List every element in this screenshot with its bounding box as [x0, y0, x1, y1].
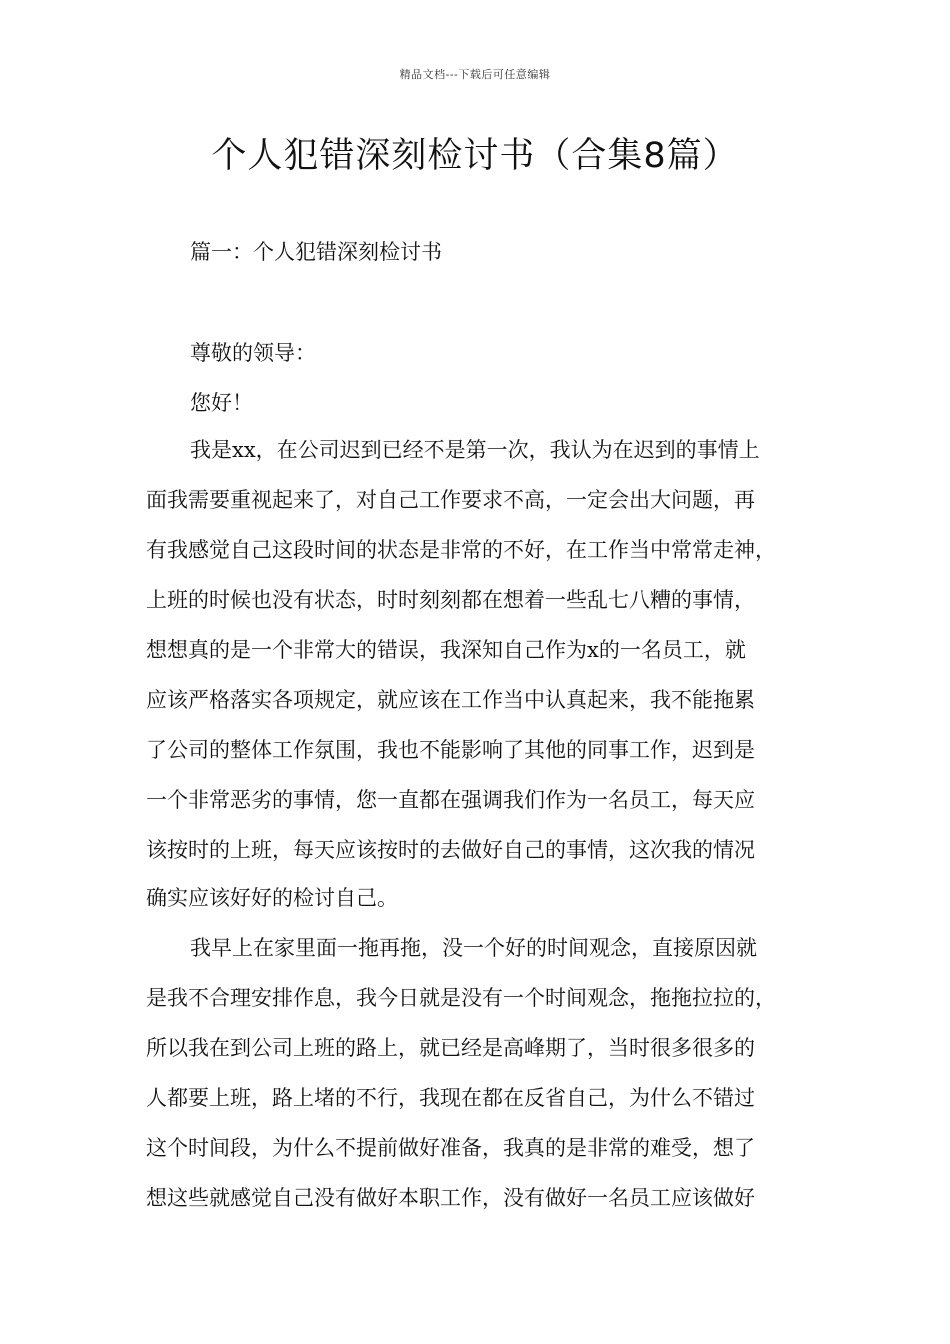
- paragraph-1-line: 了公司的整体工作氛围，我也不能影响了其他的同事工作，迟到是: [146, 738, 755, 762]
- paragraph-2-line: 我早上在家里面一拖再拖，没一个好的时间观念，直接原因就: [190, 936, 757, 960]
- paragraph-1-line: 确实应该好好的检讨自己。: [146, 886, 398, 910]
- paragraph-1-line: 有我感觉自己这段时间的状态是非常的不好，在工作当中常常走神，: [146, 538, 776, 562]
- document-title: 个人犯错深刻检讨书（合集8篇）: [211, 136, 739, 176]
- paragraph-1-line: 我是xx，在公司迟到已经不是第一次，我认为在迟到的事情上: [190, 438, 760, 462]
- paragraph-2-line: 这个时间段，为什么不提前做好准备，我真的是非常的难受，想了: [146, 1136, 755, 1160]
- paragraph-2-line: 所以我在到公司上班的路上，就已经是高峰期了，当时很多很多的: [146, 1036, 755, 1060]
- paragraph-1-line: 面我需要重视起来了，对自己工作要求不高，一定会出大问题，再: [146, 488, 755, 512]
- paragraph-1-line: 上班的时候也没有状态，时时刻刻都在想着一些乱七八糟的事情，: [146, 588, 755, 612]
- paragraph-2-line: 想这些就感觉自己没有做好本职工作，没有做好一名员工应该做好: [146, 1186, 755, 1210]
- paragraph-1-line: 应该严格落实各项规定，就应该在工作当中认真起来，我不能拖累: [146, 688, 755, 712]
- paragraph-1-line: 一个非常恶劣的事情，您一直都在强调我们作为一名员工，每天应: [146, 788, 755, 812]
- paragraph-1-line: 想想真的是一个非常大的错误，我深知自己作为x的一名员工，就: [146, 638, 746, 662]
- paragraph-2-line: 人都要上班，路上堵的不行，我现在都在反省自己，为什么不错过: [146, 1086, 755, 1110]
- salutation: 尊敬的领导：: [190, 341, 316, 365]
- section-heading: 篇一：个人犯错深刻检讨书: [190, 240, 442, 264]
- header-note: 精品文档---下载后可任意编辑: [399, 68, 551, 81]
- greeting: 您好！: [190, 391, 253, 415]
- paragraph-1-line: 该按时的上班，每天应该按时的去做好自己的事情，这次我的情况: [146, 838, 755, 862]
- paragraph-2-line: 是我不合理安排作息，我今日就是没有一个时间观念，拖拖拉拉的，: [146, 986, 776, 1010]
